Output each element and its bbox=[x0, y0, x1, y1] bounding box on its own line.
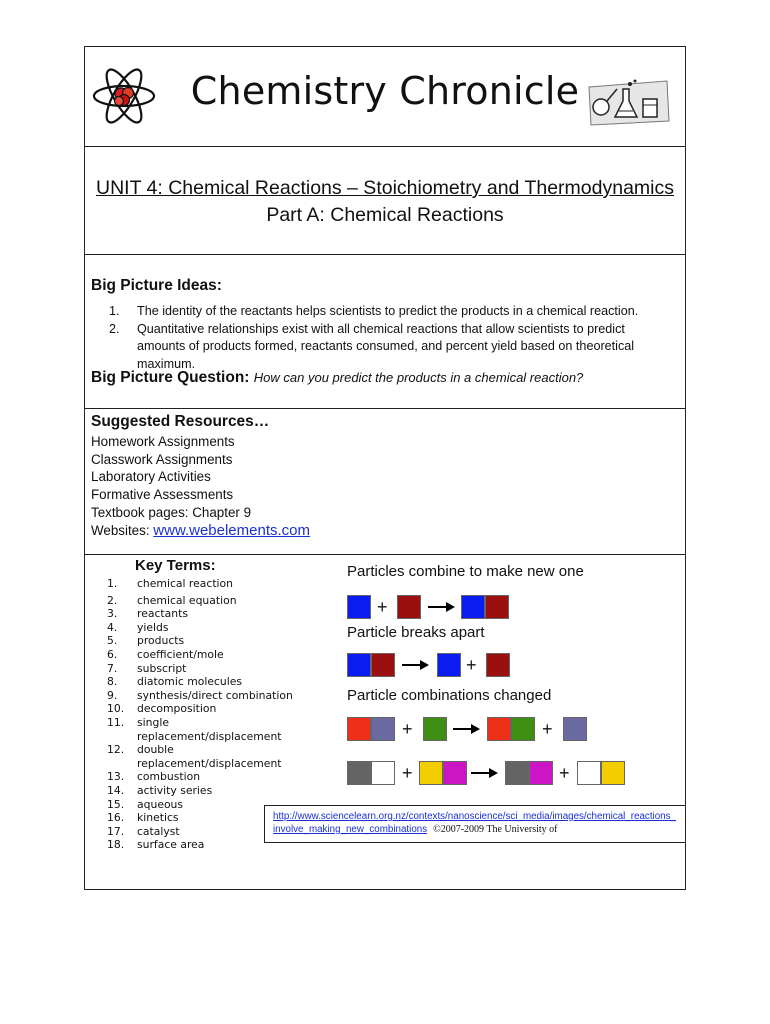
term-text: single replacement/displacement bbox=[137, 715, 282, 743]
document-frame bbox=[84, 46, 686, 890]
citation-link[interactable]: http://www.sciencelearn.org.nz/contexts/nanoscience/sci_media/images/chemical_reactions_involve_making_new_combinations bbox=[273, 811, 676, 835]
resources-list bbox=[91, 433, 310, 539]
particle-slate bbox=[371, 717, 395, 741]
combine-label: Particles combine to make new one bbox=[347, 563, 584, 580]
arrow-right-icon bbox=[471, 761, 499, 785]
particle-reactions-diagram bbox=[340, 563, 680, 803]
arrow-right-icon bbox=[428, 595, 456, 619]
term-text: products bbox=[137, 634, 185, 648]
list-number: 9. bbox=[107, 688, 118, 702]
list-number: 14. bbox=[107, 783, 125, 797]
particle-green bbox=[423, 717, 447, 741]
list-number: 12. bbox=[107, 743, 125, 757]
list-number: 16. bbox=[107, 811, 125, 825]
list-number: 17. bbox=[107, 824, 125, 838]
breaks-apart-label: Particle breaks apart bbox=[347, 624, 485, 641]
term-text: activity series bbox=[137, 783, 213, 797]
list-item: Textbook pages: Chapter 9 bbox=[91, 504, 252, 520]
term-text: catalyst bbox=[137, 824, 180, 838]
particle-dark-red bbox=[371, 653, 395, 677]
list-item bbox=[107, 770, 307, 784]
term-text: synthesis/direct combination bbox=[137, 688, 293, 702]
term-text: subscript bbox=[137, 661, 187, 675]
combinations-changed-label: Particle combinations changed bbox=[347, 687, 552, 704]
particle-slate bbox=[563, 717, 587, 741]
list-item bbox=[107, 634, 307, 648]
copyright-text: ©2007-2009 The University of bbox=[433, 824, 558, 835]
plus-sign: + bbox=[402, 763, 413, 783]
idea-text: The identity of the reactants helps scientists to predict the products in a chemical reaction. bbox=[137, 304, 639, 318]
key-terms-heading: Key Terms: bbox=[135, 557, 216, 574]
image-citation bbox=[264, 805, 686, 843]
webelements-link[interactable]: www.webelements.com bbox=[153, 521, 311, 539]
list-item bbox=[109, 303, 669, 321]
particle-blue bbox=[437, 653, 461, 677]
list-item bbox=[107, 621, 307, 635]
list-item bbox=[107, 675, 307, 689]
plus-sign: + bbox=[542, 719, 553, 739]
particle-white bbox=[371, 761, 395, 785]
term-text: coefficient/mole bbox=[137, 647, 224, 661]
term-text: double replacement/displacement bbox=[137, 743, 282, 770]
list-number: 13. bbox=[107, 770, 125, 784]
question-text: How can you predict the products in a chemical reaction? bbox=[253, 370, 584, 385]
list-number: 6. bbox=[107, 647, 118, 661]
list-item bbox=[107, 594, 307, 608]
particle-green bbox=[511, 717, 535, 741]
list-number: 10. bbox=[107, 702, 125, 716]
particle-dark-red bbox=[397, 595, 421, 619]
list-number: 2. bbox=[107, 593, 118, 607]
particle-gray bbox=[347, 761, 371, 785]
particle-gray bbox=[505, 761, 529, 785]
list-number: 18. bbox=[107, 838, 125, 852]
list-number: 8. bbox=[107, 675, 118, 689]
list-number: 15. bbox=[107, 797, 125, 811]
list-number: 4. bbox=[107, 620, 118, 634]
big-picture-ideas-list bbox=[109, 303, 669, 373]
term-text: diatomic molecules bbox=[137, 675, 243, 689]
particle-red-orange bbox=[487, 717, 511, 741]
list-item bbox=[107, 607, 307, 621]
websites-label: Websites: bbox=[91, 522, 150, 538]
list-item bbox=[107, 577, 307, 591]
list-item: Homework Assignments bbox=[91, 434, 235, 449]
particle-yellow bbox=[419, 761, 443, 785]
big-picture-section bbox=[85, 255, 685, 409]
term-text: decomposition bbox=[137, 702, 217, 716]
page-title: Chemistry Chronicle bbox=[190, 69, 580, 113]
arrow-right-icon bbox=[453, 717, 481, 741]
resources-section bbox=[85, 409, 685, 555]
term-text: reactants bbox=[137, 607, 188, 621]
arrow-right-icon bbox=[402, 653, 430, 677]
list-item: Classwork Assignments bbox=[91, 451, 233, 467]
term-text: chemical reaction bbox=[137, 577, 234, 590]
unit-subtitle: Part A: Chemical Reactions bbox=[266, 204, 504, 226]
list-number: 11. bbox=[107, 715, 125, 729]
term-text: kinetics bbox=[137, 811, 179, 825]
list-number: 1. bbox=[109, 304, 120, 318]
list-item: Formative Assessments bbox=[91, 487, 234, 503]
big-picture-question bbox=[91, 369, 583, 387]
plus-sign: + bbox=[466, 655, 477, 675]
plus-sign: + bbox=[402, 719, 413, 739]
particle-white bbox=[577, 761, 601, 785]
particle-dark-red bbox=[486, 653, 510, 677]
particle-blue bbox=[347, 595, 371, 619]
idea-text: Quantitative relationships exist with all chemical reactions that allow scientists to predict amounts of products formed, reactants consumed, and percent yield based on theoretical maximum. bbox=[137, 321, 635, 371]
lab-equipment-icon bbox=[583, 75, 673, 127]
particle-dark-red bbox=[485, 595, 509, 619]
plus-sign: + bbox=[559, 763, 570, 783]
term-text: aqueous bbox=[137, 797, 184, 811]
websites-row bbox=[91, 522, 310, 540]
header-section bbox=[85, 47, 685, 147]
particle-magenta bbox=[529, 761, 553, 785]
list-number: 1. bbox=[107, 577, 118, 590]
big-picture-ideas-heading: Big Picture Ideas: bbox=[91, 277, 222, 294]
list-number: 3. bbox=[107, 607, 118, 621]
resources-heading: Suggested Resources… bbox=[91, 413, 270, 430]
particle-blue bbox=[347, 653, 371, 677]
list-item bbox=[107, 648, 307, 662]
list-number: 5. bbox=[107, 634, 118, 648]
term-text: chemical equation bbox=[137, 593, 237, 607]
particle-yellow bbox=[601, 761, 625, 785]
list-item bbox=[107, 689, 307, 703]
list-item: Laboratory Activities bbox=[91, 469, 211, 485]
key-terms-section bbox=[85, 555, 685, 891]
list-item bbox=[107, 662, 307, 676]
particle-magenta bbox=[443, 761, 467, 785]
term-text: yields bbox=[137, 620, 169, 634]
list-item bbox=[107, 784, 307, 798]
list-item bbox=[107, 702, 307, 716]
question-label: Big Picture Question: bbox=[91, 369, 250, 386]
plus-sign: + bbox=[377, 597, 388, 617]
particle-blue bbox=[461, 595, 485, 619]
unit-section bbox=[85, 147, 685, 255]
term-text: combustion bbox=[137, 770, 201, 784]
list-item bbox=[109, 321, 669, 374]
list-item bbox=[107, 743, 307, 770]
list-number: 2. bbox=[109, 321, 120, 336]
list-item bbox=[107, 716, 307, 743]
particle-red-orange bbox=[347, 717, 371, 741]
term-text: surface area bbox=[137, 838, 205, 852]
unit-title: UNIT 4: Chemical Reactions – Stoichiometry and Thermodynamics bbox=[95, 177, 674, 199]
list-number: 7. bbox=[107, 661, 118, 675]
